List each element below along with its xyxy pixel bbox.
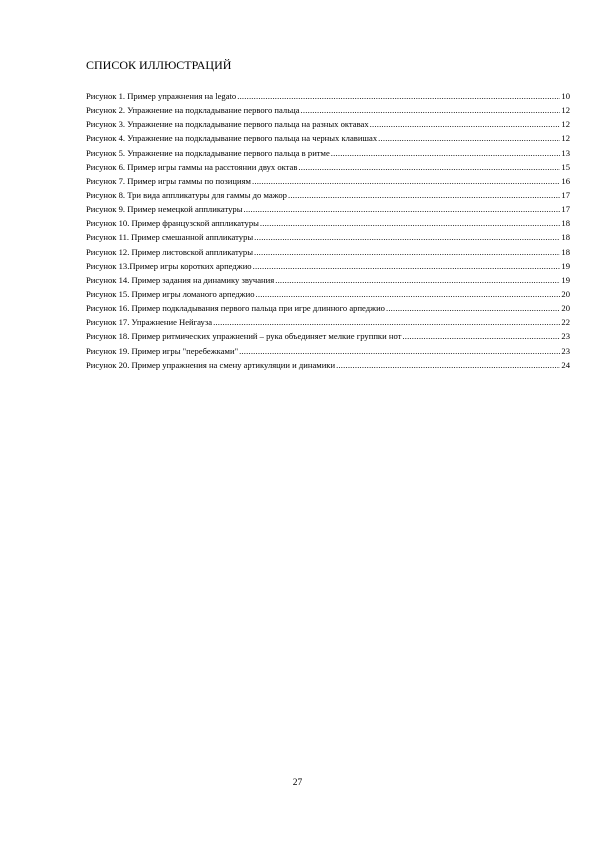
toc-entry — [86, 259, 570, 273]
toc-entry-label: Рисунок 5. Упражнение на подкладывание первого пальца в ритме — [86, 147, 330, 158]
toc-entry — [86, 273, 570, 287]
toc-dot-leader — [386, 301, 560, 315]
toc-entry — [86, 146, 570, 160]
toc-entry-label: Рисунок 18. Пример ритмических упражнений – рука объединяет мелкие группки нот — [86, 331, 402, 342]
toc-dot-leader — [260, 216, 561, 230]
toc-entry — [86, 230, 570, 244]
toc-entry — [86, 216, 570, 230]
toc-dot-leader — [288, 188, 560, 202]
toc-dot-leader — [298, 160, 560, 174]
toc-list — [86, 89, 570, 372]
toc-entry-page: 18 — [561, 246, 570, 257]
toc-entry — [86, 103, 570, 117]
toc-dot-leader — [301, 103, 561, 117]
toc-entry — [86, 202, 570, 216]
toc-dot-leader — [254, 245, 560, 259]
toc-entry — [86, 245, 570, 259]
toc-entry — [86, 174, 570, 188]
toc-entry-page: 19 — [561, 274, 570, 285]
toc-dot-leader — [237, 89, 560, 103]
toc-entry-page: 12 — [561, 119, 570, 130]
toc-dot-leader — [275, 273, 560, 287]
toc-dot-leader — [243, 202, 560, 216]
toc-entry-page: 24 — [561, 359, 570, 370]
toc-entry — [86, 301, 570, 315]
toc-entry-page: 15 — [561, 161, 570, 172]
toc-entry-page: 18 — [561, 218, 570, 229]
toc-entry-label: Рисунок 1. Пример упражнения на legato — [86, 91, 237, 101]
toc-entry-page: 22 — [561, 317, 570, 328]
toc-entry-label: Рисунок 14. Пример задания на динамику звучания — [86, 274, 275, 285]
toc-entry-page: 17 — [561, 189, 570, 200]
toc-entry-label: Рисунок 15. Пример игры ломаного арпеджио — [86, 288, 255, 299]
toc-entry — [86, 315, 570, 329]
toc-entry-label: Рисунок 7. Пример игры гаммы по позициям — [86, 175, 251, 186]
toc-dot-leader — [256, 287, 561, 301]
toc-entry-label: Рисунок 11. Пример смешанной аппликатуры — [86, 232, 254, 243]
toc-entry-page: 23 — [561, 331, 570, 342]
toc-entry-label: Рисунок 19. Пример игры "перебежками" — [86, 345, 239, 356]
toc-entry — [86, 358, 570, 372]
toc-entry-label: Рисунок 20. Пример упражнения на смену артикуляции и динамики — [86, 359, 336, 370]
toc-dot-leader — [336, 358, 560, 372]
toc-dot-leader — [402, 329, 560, 343]
toc-dot-leader — [239, 344, 560, 358]
toc-entry-label: Рисунок 4. Упражнение на подкладывание первого пальца на черных клавишах — [86, 133, 378, 144]
toc-entry-page: 18 — [561, 232, 570, 243]
toc-dot-leader — [253, 259, 561, 273]
toc-entry-label: Рисунок 17. Упражнение Нейгауза — [86, 317, 213, 328]
toc-entry-page: 13 — [561, 147, 570, 158]
toc-entry — [86, 89, 570, 103]
toc-dot-leader — [331, 146, 561, 160]
toc-dot-leader — [378, 131, 560, 145]
toc-entry — [86, 188, 570, 202]
toc-dot-leader — [254, 230, 560, 244]
toc-entry-page: 12 — [561, 133, 570, 144]
toc-dot-leader — [252, 174, 560, 188]
toc-entry-label: Рисунок 16. Пример подкладывания первого пальца при игре длинного арпеджио — [86, 303, 385, 314]
toc-entry-page: 10 — [561, 91, 570, 101]
toc-entry — [86, 117, 570, 131]
toc-entry-page: 20 — [561, 288, 570, 299]
toc-entry — [86, 329, 570, 343]
toc-entry-page: 17 — [561, 204, 570, 215]
toc-entry — [86, 344, 570, 358]
toc-entry-label: Рисунок 9. Пример немецкой аппликатуры — [86, 204, 243, 215]
toc-entry-page: 16 — [561, 175, 570, 186]
toc-entry-page: 19 — [561, 260, 570, 271]
toc-entry — [86, 287, 570, 301]
toc-entry-page: 20 — [561, 303, 570, 314]
toc-entry-label: Рисунок 12. Пример листовской аппликатуры — [86, 246, 253, 257]
toc-entry-label: Рисунок 8. Три вида аппликатуры для гаммы до мажор — [86, 189, 287, 200]
page-title: СПИСОК ИЛЛЮСТРАЦИЙ — [86, 58, 232, 72]
toc-entry-label: Рисунок 6. Пример игры гаммы на расстоянии двух октав — [86, 161, 298, 172]
toc-entry-label: Рисунок 3. Упражнение на подкладывание первого пальца на разных октавах — [86, 119, 369, 130]
toc-entry-page: 12 — [561, 105, 570, 116]
toc-dot-leader — [213, 315, 560, 329]
toc-entry-label: Рисунок 13.Пример игры коротких арпеджио — [86, 260, 252, 271]
toc-entry — [86, 131, 570, 145]
toc-entry-page: 23 — [561, 345, 570, 356]
toc-dot-leader — [370, 117, 561, 131]
toc-entry-label: Рисунок 10. Пример французской аппликатуры — [86, 218, 259, 229]
page-number: 27 — [292, 778, 303, 788]
toc-entry-label: Рисунок 2. Упражнение на подкладывание первого пальца — [86, 105, 300, 116]
toc-entry — [86, 160, 570, 174]
